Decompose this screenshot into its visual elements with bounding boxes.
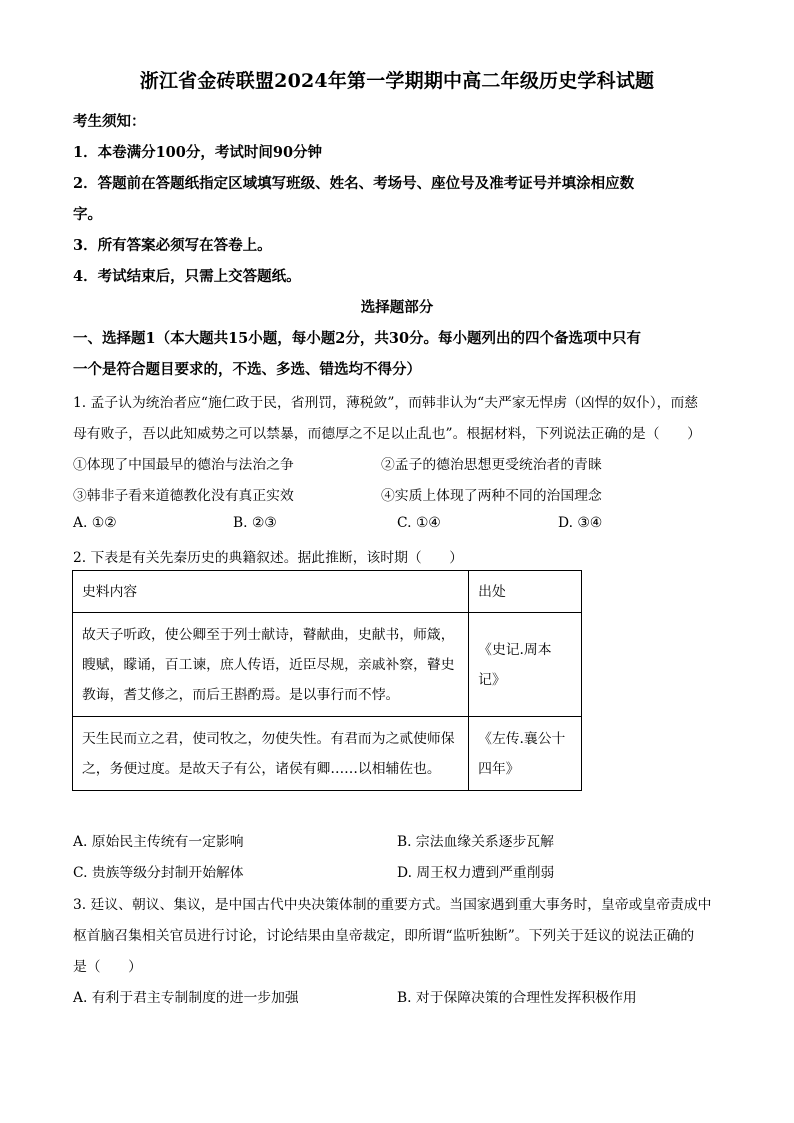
table-cell-line: 天生民而立之君，使司牧之，勿使失性。有君而为之贰使师保 <box>82 730 455 747</box>
q2-option-b[interactable]: B. 宗法血缘关系逐步瓦解 <box>397 834 554 850</box>
table-cell-source <box>469 613 582 717</box>
notice-item-2: 2．答题前在答题纸指定区域填写班级、姓名、考场号、座位号及准考证号并填涂相应数 <box>73 175 635 192</box>
table-cell-line: 《左传.襄公十 <box>478 730 566 747</box>
q1-statement-2: ②孟子的德治思想更受统治者的青睐 <box>381 457 602 473</box>
table-cell-line: 《史记.周本 <box>478 641 552 658</box>
q1-statement-3: ③韩非子看来道德教化没有真正实效 <box>73 488 294 504</box>
table-cell-content <box>73 613 469 717</box>
q1-option-a[interactable]: A. ①② <box>73 515 117 531</box>
table-row <box>73 717 582 791</box>
q1-statement-4: ④实质上体现了两种不同的治国理念 <box>381 488 602 504</box>
q1-stem-line2: 母有败子，吾以此知威势之可以禁暴，而德厚之不足以止乱也”。根据材料，下列说法正确的是（ ） <box>73 426 701 442</box>
part1-instructions-line2: 一个是符合题目要求的，不选、多选、错选均不得分） <box>73 361 421 378</box>
table-header-source: 出处 <box>469 571 582 613</box>
table-cell-content <box>73 717 469 791</box>
q1-option-b[interactable]: B. ②③ <box>233 515 277 531</box>
notice-item-4: 4．考试结束后，只需上交答题纸。 <box>73 268 301 285</box>
table-row <box>73 613 582 717</box>
q2-option-a[interactable]: A. 原始民主传统有一定影响 <box>73 834 244 850</box>
q2-stem: 2. 下表是有关先秦历史的典籍叙述。据此推断，该时期（ ） <box>73 550 464 566</box>
table-cell-source <box>469 717 582 791</box>
table-header-row <box>73 571 582 613</box>
table-cell-line: 故天子听政，使公卿至于列士献诗，瞽献曲，史献书，师箴， <box>82 626 455 643</box>
notice-heading: 考生须知： <box>73 113 146 130</box>
table-header-content: 史料内容 <box>73 571 469 613</box>
notice-item-1: 1．本卷满分100分，考试时间90分钟 <box>73 144 323 161</box>
section-title: 选择题部分 <box>360 299 434 316</box>
table-cell-line: 教诲，耆艾修之，而后王斟酌焉。是以事行而不悖。 <box>82 686 400 703</box>
q2-option-c[interactable]: C. 贵族等级分封制开始解体 <box>73 865 244 881</box>
q1-stem-line1: 1. 孟子认为统治者应“施仁政于民，省刑罚，薄税敛”，而韩非认为“夫严家无悍虏（凶悍的奴仆），而慈 <box>73 395 699 411</box>
q3-stem-line1: 3. 廷议、朝议、集议，是中国古代中央决策体制的重要方式。当国家遇到重大事务时，皇帝或皇帝责成中 <box>73 897 712 913</box>
notice-item-3: 3．所有答案必须写在答卷上。 <box>73 237 272 254</box>
table-cell-line: 瞍赋，矇诵，百工谏，庶人传语，近臣尽规，亲戚补察，瞽史 <box>82 656 455 673</box>
q1-option-d[interactable]: D. ③④ <box>558 515 603 531</box>
q2-option-d[interactable]: D. 周王权力遭到严重削弱 <box>397 865 555 881</box>
part1-instructions-line1: 一、选择题1（本大题共15小题，每小题2分，共30分。每小题列出的四个备选项中只有 <box>73 330 642 347</box>
table-cell-line: 之，务便过度。是故天子有公，诸侯有卿……以相辅佐也。 <box>82 760 441 777</box>
q3-stem-line3: 是（ ） <box>73 959 142 975</box>
q1-statement-1: ①体现了中国最早的德治与法治之争 <box>73 457 294 473</box>
q3-option-a[interactable]: A. 有利于君主专制制度的进一步加强 <box>73 990 299 1006</box>
q3-stem-line2: 枢首脑召集相关官员进行讨论，讨论结果由皇帝裁定，即所谓“监听独断”。下列关于廷议的说法正确的 <box>73 928 695 944</box>
q2-source-table <box>72 570 582 791</box>
q3-option-b[interactable]: B. 对于保障决策的合理性发挥积极作用 <box>397 990 637 1006</box>
exam-title: 浙江省金砖联盟2024年第一学期期中高二年级历史学科试题 <box>139 70 655 92</box>
q1-option-c[interactable]: C. ①④ <box>397 515 441 531</box>
notice-item-2-cont: 字。 <box>73 206 102 223</box>
table-cell-line: 记》 <box>478 671 506 688</box>
table-cell-line: 四年》 <box>478 760 520 777</box>
